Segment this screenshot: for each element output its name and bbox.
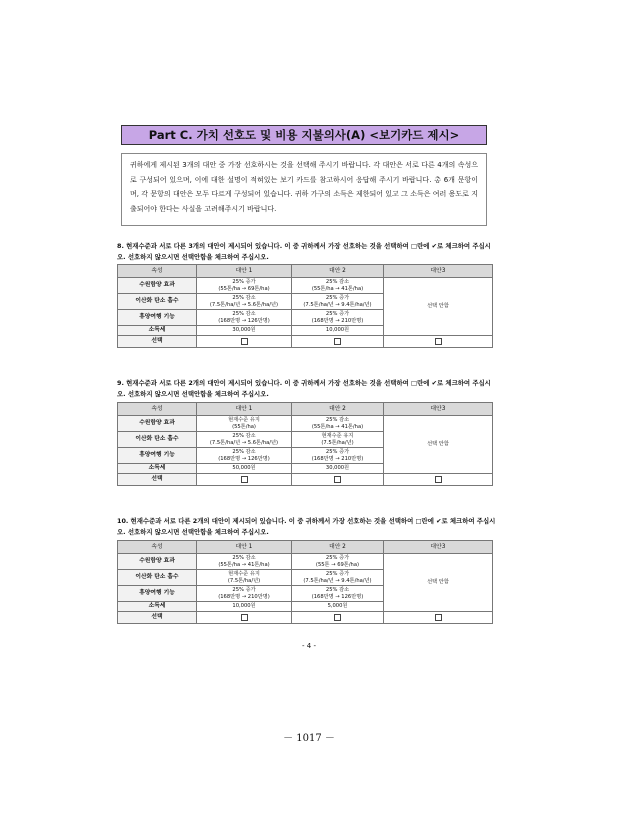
q8-a1-recreation: 25% 감소 (168만명 → 126만명) <box>197 310 292 326</box>
q8-a1-carbon: 25% 감소 (7.5톤/ha/년 → 5.6톤/ha/년) <box>197 294 292 310</box>
header-alt2: 대안 2 <box>292 541 384 554</box>
q10-a2-water: 25% 증가 (55톤 → 69톤/ha) <box>292 554 384 570</box>
attr-select: 선택 <box>118 336 197 348</box>
q9-a1-recreation: 25% 감소 (168만명 → 126만명) <box>197 448 292 464</box>
q8-no-choice: 선택 안함 <box>384 278 493 336</box>
q9-a1-water: 현재수준 유지 (55톤/ha) <box>197 416 292 432</box>
attr-price: 소득세 <box>118 602 197 612</box>
q10-alt3-checkbox[interactable] <box>435 614 442 621</box>
q10-a2-recreation: 25% 감소 (168만명 → 126만명) <box>292 586 384 602</box>
page-number: - 4 - <box>302 642 316 650</box>
q8-a2-recreation: 25% 증가 (168만명 → 210만명) <box>292 310 384 326</box>
attr-recreation: 휴양여행 기능 <box>118 310 197 326</box>
q8-alt3-checkbox[interactable] <box>435 338 442 345</box>
attr-water: 수원함양 효과 <box>118 416 197 432</box>
header-alt3: 대안3 <box>384 265 493 278</box>
q10-a2-price: 5,000원 <box>292 602 384 612</box>
header-alt1: 대안 1 <box>197 265 292 278</box>
q10-a1-recreation: 25% 증가 (168만명 → 210만명) <box>197 586 292 602</box>
attr-water: 수원함양 효과 <box>118 278 197 294</box>
attr-carbon: 이산화 탄소 흡수 <box>118 570 197 586</box>
q10-a1-price: 10,000원 <box>197 602 292 612</box>
header-alt2: 대안 2 <box>292 265 384 278</box>
section-title: Part C. 가치 선호도 및 비용 지불의사(A) <보기카드 제시> <box>121 125 487 145</box>
question-10-table <box>117 540 493 624</box>
attr-recreation: 휴양여행 기능 <box>118 586 197 602</box>
attr-recreation: 휴양여행 기능 <box>118 448 197 464</box>
q9-a1-carbon: 25% 감소 (7.5톤/ha/년 → 5.6톤/ha/년) <box>197 432 292 448</box>
question-8-table <box>117 264 493 348</box>
question-9-text: 9. 현재수준과 서로 다른 2개의 대안이 제시되어 있습니다. 이 중 귀하께서 가장 선호하는 것을 선택하여 □란에 ✔로 체크하여 주십시오. 선호하지 않으시면 선택안함을 체크하여 주십시오. <box>117 379 491 398</box>
header-alt1: 대안 1 <box>197 541 292 554</box>
header-alt3: 대안3 <box>384 541 493 554</box>
question-9-table <box>117 402 493 486</box>
attr-water: 수원함양 효과 <box>118 554 197 570</box>
q10-a1-water: 25% 감소 (55톤/ha → 41톤/ha) <box>197 554 292 570</box>
q8-a2-water: 25% 감소 (55톤/ha → 41톤/ha) <box>292 278 384 294</box>
footer-page-number: － 1017 － <box>283 733 335 744</box>
q8-a1-price: 30,000원 <box>197 326 292 336</box>
question-10-text: 10. 현재수준과 서로 다른 2개의 대안이 제시되어 있습니다. 이 중 귀하께서 가장 선호하는 것을 선택하여 □란에 ✔로 체크하여 주십시오. 선호하지 않으시면 선택안함을 체크하여 주십시오. <box>117 517 496 536</box>
header-alt2: 대안 2 <box>292 403 384 416</box>
header-attribute: 속성 <box>118 265 197 278</box>
q8-a2-carbon: 25% 증가 (7.5톤/ha/년 → 9.4톤/ha/년) <box>292 294 384 310</box>
instructions-box: 귀하에게 제시된 3개의 대안 중 가장 선호하시는 것을 선택해 주시기 바랍니다. 각 대안은 서로 다른 4개의 속성으로 구성되어 있으며, 이에 대한 설명이 적혀있는 보기 카드를 참고하시어 응답해 주시기 바랍니다. 총 6개 문항이며, 각 문항의 대안은 모두 다르게 구성되어 있습니다. 귀하 가구의 소득은 제한되어 있고 그 소득은 여러 용도로 지출되어야 한다는 사실을 고려해주시기 바랍니다. <box>121 153 487 226</box>
q9-a2-carbon: 현재수준 유지 (7.5톤/ha/년) <box>292 432 384 448</box>
q8-a1-water: 25% 증가 (55톤/ha → 69톤/ha) <box>197 278 292 294</box>
q8-alt1-checkbox[interactable] <box>241 338 248 345</box>
q9-a2-recreation: 25% 증가 (168만명 → 210만명) <box>292 448 384 464</box>
q9-a2-price: 30,000원 <box>292 464 384 474</box>
q10-a2-carbon: 25% 증가 (7.5톤/ha/년 → 9.4톤/ha/년) <box>292 570 384 586</box>
attr-select: 선택 <box>118 612 197 624</box>
attr-price: 소득세 <box>118 326 197 336</box>
q9-alt2-checkbox[interactable] <box>334 476 341 483</box>
q10-a1-carbon: 현재수준 유지 (7.5톤/ha/년) <box>197 570 292 586</box>
header-alt1: 대안 1 <box>197 403 292 416</box>
q9-alt1-checkbox[interactable] <box>241 476 248 483</box>
attr-carbon: 이산화 탄소 흡수 <box>118 432 197 448</box>
question-8-text: 8. 현재수준과 서로 다른 3개의 대안이 제시되어 있습니다. 이 중 귀하께서 가장 선호하는 것을 선택하여 □란에 ✔로 체크하여 주십시오. 선호하지 않으시면 선택안함을 체크하여 주십시오. <box>117 242 491 261</box>
q9-a1-price: 50,000원 <box>197 464 292 474</box>
q8-alt2-checkbox[interactable] <box>334 338 341 345</box>
q9-alt3-checkbox[interactable] <box>435 476 442 483</box>
header-attribute: 속성 <box>118 403 197 416</box>
header-attribute: 속성 <box>118 541 197 554</box>
attr-price: 소득세 <box>118 464 197 474</box>
attr-select: 선택 <box>118 474 197 486</box>
q10-alt2-checkbox[interactable] <box>334 614 341 621</box>
q9-no-choice: 선택 안함 <box>384 416 493 474</box>
q10-alt1-checkbox[interactable] <box>241 614 248 621</box>
q10-no-choice: 선택 안함 <box>384 554 493 612</box>
q9-a2-water: 25% 감소 (55톤/ha → 41톤/ha) <box>292 416 384 432</box>
attr-carbon: 이산화 탄소 흡수 <box>118 294 197 310</box>
header-alt3: 대안3 <box>384 403 493 416</box>
q8-a2-price: 10,000원 <box>292 326 384 336</box>
